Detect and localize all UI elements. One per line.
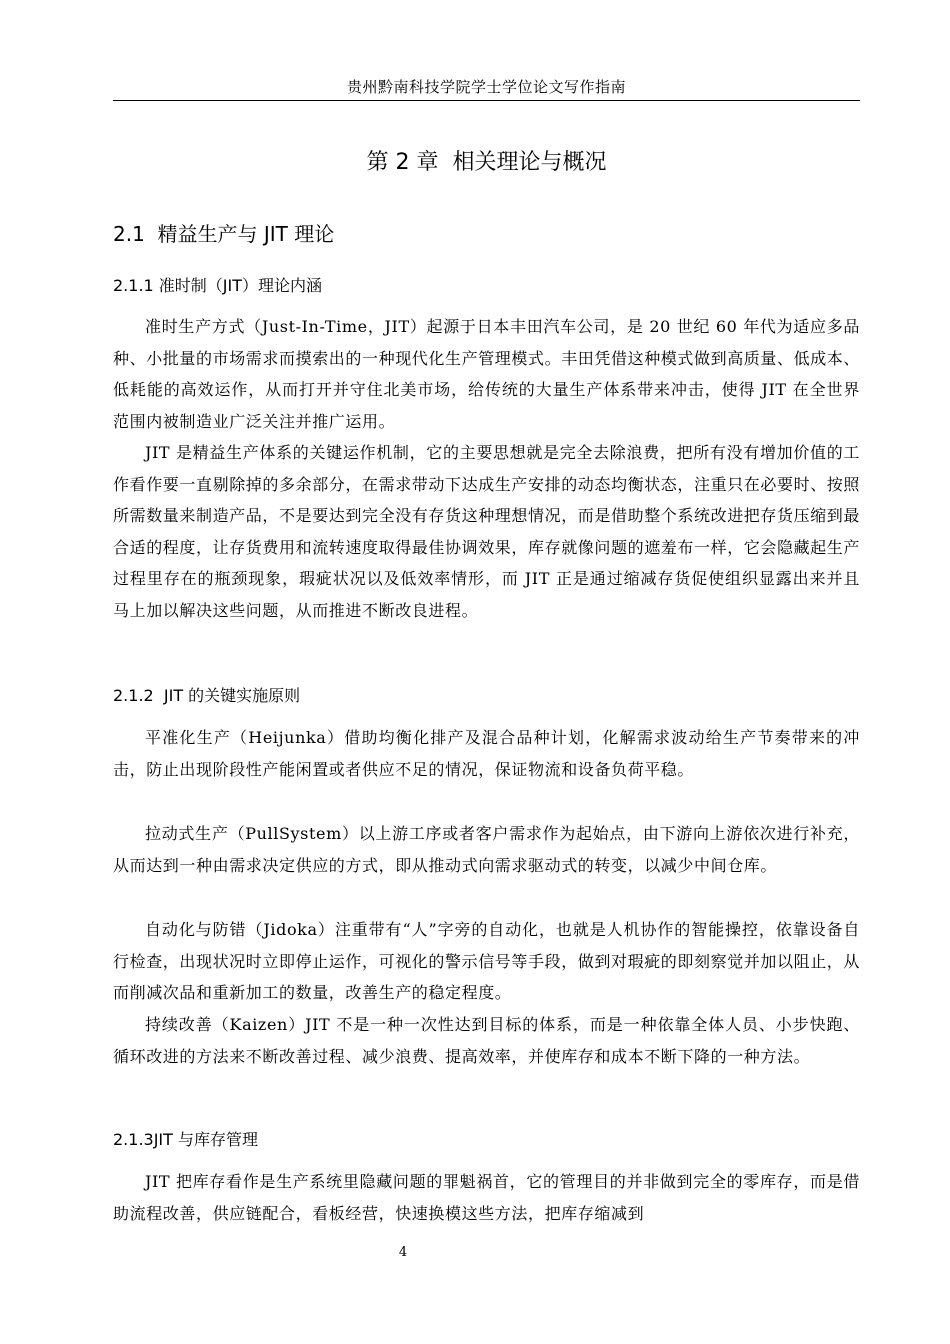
page-header: 贵州黔南科技学院学士学位论文写作指南	[346, 78, 626, 96]
subsection-title-2-1-2: 2.1.2 JIT 的关键实施原则	[113, 686, 301, 705]
paragraph: JIT 是精益生产体系的关键运作机制，它的主要思想就是完全去除浪费，把所有没有增加价值的工作看作要一直剔除掉的多余部分，在需求带动下达成生产安排的动态均衡状态，注重只在必要时、按照所需数量来制造产品，不是要达到完全没有存货这种理想情况，而是借助整个系统改进把存货压缩到最合适的程度，让存货费用和流转速度取得最佳协调效果，库存就像问题的遮羞布一样，它会隐藏起生产过程里存在的瓶颈现象，瑕疵状况以及低效率情形，而 JIT 正是通过缩减存货促使组织显露出来并且马上加以解决这些问题，从而推进不断改良进程。	[113, 443, 861, 620]
paragraph: 自动化与防错（Jidoka）注重带有“人”字旁的自动化，也就是人机协作的智能操控，依靠设备自行检查，出现状况时立即停止运作，可视化的警示信号等手段，做到对瑕疵的即刻察觉并加以阻止，从而削减次品和重新加工的数量，改善生产的稳定程度。	[113, 920, 861, 1002]
section-title: 2.1 精益生产与 JIT 理论	[113, 222, 335, 246]
paragraph: 拉动式生产（PullSystem）以上游工序或者客户需求作为起始点，由下游向上游依次进行补充，从而达到一种由需求决定供应的方式，即从推动式向需求驱动式的转变，以减少中间仓库。	[113, 824, 860, 875]
paragraph: 平准化生产（Heijunka）借助均衡化排产及混合品种计划，化解需求波动给生产节奏带来的冲击，防止出现阶段性产能闲置或者供应不足的情况，保证物流和设备负荷平稳。	[113, 728, 860, 779]
subsection-title-2-1-1: 2.1.1 准时制（JIT）理论内涵	[113, 276, 323, 295]
chapter-title: 第 2 章 相关理论与概况	[366, 150, 607, 175]
paragraph: 持续改善（Kaizen）JIT 不是一种一次性达到目标的体系，而是一种依靠全体人员、小步快跑、循环改进的方法来不断改善过程、减少浪费、提高效率，并使库存和成本不断下降的一种方法。	[113, 1015, 860, 1066]
header-rule	[113, 100, 860, 101]
subsection-title-2-1-3: 2.1.3JIT 与库存管理	[113, 1130, 259, 1149]
page-number: 4	[398, 1245, 408, 1260]
paragraph: 准时生产方式（Just-In-Time，JIT）起源于日本丰田汽车公司，是 20 世纪 60 年代为适应多品种、小批量的市场需求而摸索出的一种现代化生产管理模式。丰田凭借这种模式做到高质量、低成本、低耗能的高效运作，从而打开并守住北美市场，给传统的大量生产体系带来冲击，使得 JIT 在全世界范围内被制造业广泛关注并推广运用。	[113, 317, 861, 431]
paragraph: JIT 把库存看作是生产系统里隐藏问题的罪魁祸首，它的管理目的并非做到完全的零库存，而是借助流程改善，供应链配合，看板经营，快速换模这些方法，把库存缩减到	[113, 1172, 860, 1223]
